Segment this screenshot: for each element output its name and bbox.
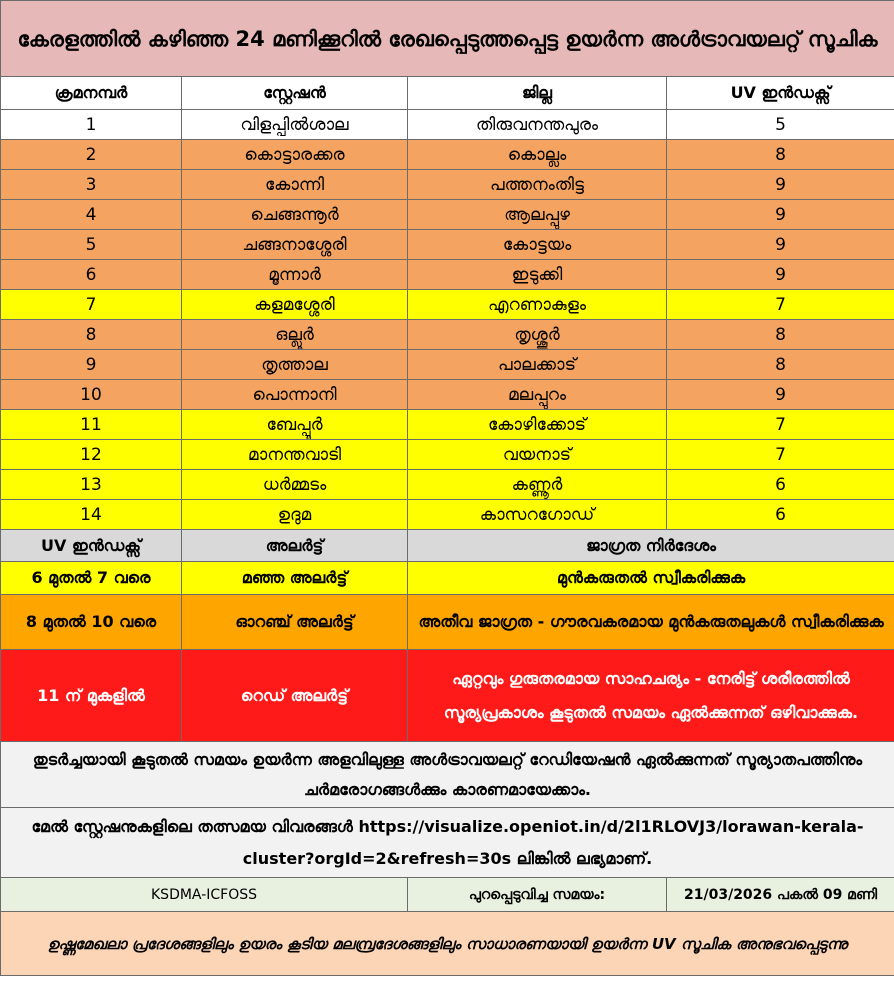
- row-serial: 1: [1, 110, 182, 140]
- published-time: 21/03/2026 പകൽ 09 മണി: [667, 878, 894, 912]
- row-serial: 6: [1, 260, 182, 290]
- live-data-link[interactable]: മേൽ സ്റ്റേഷനുകളിലെ തത്സമയ വിവരങ്ങൾ https://visualize.openiot.in/d/2l1RLOVJ3/lorawan-kerala-cluster?orgId=2&refresh=30s ലിങ്കിൽ ലഭ്യമാണ്.: [1, 808, 894, 878]
- table-row: [1, 290, 894, 320]
- header-district: ജില്ല: [408, 77, 667, 110]
- row-station: ചെങ്ങന്നൂർ: [182, 200, 408, 230]
- legend-yellow-advice: മുൻകരുതൽ സ്വീകരിക്കുക: [408, 562, 894, 595]
- legend-row-orange: [1, 595, 894, 650]
- row-serial: 12: [1, 440, 182, 470]
- health-note: തുടർച്ചയായി കൂടുതൽ സമയം ഉയർന്ന അളവിലുള്ള അൾട്രാവയലറ്റ് റേഡിയേഷൻ ഏൽക്കുന്നത് സൂര്യാതപത്തിനും ചർമരോഗങ്ങൾക്കും കാരണമായേക്കാം.: [1, 742, 894, 808]
- table-row: [1, 170, 894, 200]
- source-label: KSDMA-ICFOSS: [1, 878, 408, 912]
- row-uv-index: 5: [667, 110, 894, 140]
- legend-row-red: [1, 650, 894, 742]
- row-uv-index: 7: [667, 290, 894, 320]
- row-uv-index: 6: [667, 500, 894, 530]
- table-row: [1, 110, 894, 140]
- legend-header-row: [1, 530, 894, 562]
- row-uv-index: 7: [667, 410, 894, 440]
- row-serial: 8: [1, 320, 182, 350]
- legend-header-advice: ജാഗ്രത നിർദേശം: [408, 530, 894, 562]
- table-row: [1, 140, 894, 170]
- row-serial: 4: [1, 200, 182, 230]
- legend-yellow-range: 6 മുതൽ 7 വരെ: [1, 562, 182, 595]
- row-station: കോന്നി: [182, 170, 408, 200]
- row-district: ആലപ്പുഴ: [408, 200, 667, 230]
- table-row: [1, 350, 894, 380]
- legend-orange-advice: അതീവ ജാഗ്രത - ഗൗരവകരമായ മുൻകരുതലുകൾ സ്വീകരിക്കുക: [408, 595, 894, 650]
- row-district: കാസറഗോഡ്: [408, 500, 667, 530]
- row-uv-index: 6: [667, 470, 894, 500]
- legend-yellow-alert: മഞ്ഞ അലർട്ട്: [182, 562, 408, 595]
- station-rows: [1, 110, 894, 530]
- table-row: [1, 380, 894, 410]
- row-station: കൊട്ടാരക്കര: [182, 140, 408, 170]
- legend-row-yellow: [1, 562, 894, 595]
- row-uv-index: 9: [667, 170, 894, 200]
- table-row: [1, 260, 894, 290]
- row-district: മലപ്പുറം: [408, 380, 667, 410]
- legend-red-range: 11 ന് മുകളിൽ: [1, 650, 182, 742]
- row-uv-index: 9: [667, 230, 894, 260]
- row-station: ധർമ്മടം: [182, 470, 408, 500]
- row-serial: 7: [1, 290, 182, 320]
- row-station: ബേപ്പൂർ: [182, 410, 408, 440]
- row-station: വിളപ്പിൽശാല: [182, 110, 408, 140]
- legend-red-advice: ഏറ്റവും ഗുരുതരമായ സാഹചര്യം - നേരിട്ട് ശരീരത്തിൽ സൂര്യപ്രകാശം കൂടുതൽ സമയം ഏൽക്കുന്നത് ഒഴിവാക്കുക.: [408, 650, 894, 742]
- legend-red-alert: റെഡ് അലർട്ട്: [182, 650, 408, 742]
- row-uv-index: 7: [667, 440, 894, 470]
- row-district: പത്തനംതിട്ട: [408, 170, 667, 200]
- row-uv-index: 8: [667, 320, 894, 350]
- row-district: കോഴിക്കോട്: [408, 410, 667, 440]
- legend-orange-alert: ഓറഞ്ച് അലർട്ട്: [182, 595, 408, 650]
- row-district: എറണാകുളം: [408, 290, 667, 320]
- row-serial: 9: [1, 350, 182, 380]
- row-station: മൂന്നാർ: [182, 260, 408, 290]
- row-district: പാലക്കാട്: [408, 350, 667, 380]
- row-serial: 5: [1, 230, 182, 260]
- row-district: ഇടുക്കി: [408, 260, 667, 290]
- row-serial: 3: [1, 170, 182, 200]
- table-row: [1, 320, 894, 350]
- header-station: സ്റ്റേഷൻ: [182, 77, 408, 110]
- row-district: കണ്ണൂർ: [408, 470, 667, 500]
- header-serial: ക്രമനമ്പർ: [1, 77, 182, 110]
- bottom-note: ഉഷ്ണമേഖലാ പ്രദേശങ്ങളിലും ഉയരം കൂടിയ മലമ്പ്രദേശങ്ങളിലും സാധാരണയായി ഉയർന്ന UV സൂചിക അനുഭവപ്പെടുന്നു: [1, 912, 894, 976]
- row-district: തൃശ്ശൂർ: [408, 320, 667, 350]
- row-district: കൊല്ലം: [408, 140, 667, 170]
- row-uv-index: 9: [667, 380, 894, 410]
- row-district: തിരുവനന്തപുരം: [408, 110, 667, 140]
- footer-row: [1, 878, 894, 912]
- table-row: [1, 200, 894, 230]
- table-row: [1, 410, 894, 440]
- row-uv-index: 8: [667, 140, 894, 170]
- live-data-link-row: [1, 808, 894, 878]
- health-note-row: [1, 742, 894, 808]
- row-district: വയനാട്: [408, 440, 667, 470]
- column-header-row: [1, 77, 894, 110]
- table-row: [1, 470, 894, 500]
- row-station: ഒല്ലൂർ: [182, 320, 408, 350]
- row-serial: 10: [1, 380, 182, 410]
- table-row: [1, 230, 894, 260]
- row-station: ഉദുമ: [182, 500, 408, 530]
- table-row: [1, 440, 894, 470]
- bottom-note-row: [1, 912, 894, 976]
- row-station: മാനന്തവാടി: [182, 440, 408, 470]
- published-label: പുറപ്പെടുവിച്ച സമയം:: [408, 878, 667, 912]
- row-uv-index: 8: [667, 350, 894, 380]
- row-serial: 11: [1, 410, 182, 440]
- row-serial: 2: [1, 140, 182, 170]
- table-row: [1, 500, 894, 530]
- row-station: പൊന്നാനി: [182, 380, 408, 410]
- row-district: കോട്ടയം: [408, 230, 667, 260]
- row-station: തൃത്താല: [182, 350, 408, 380]
- row-uv-index: 9: [667, 260, 894, 290]
- sheet-title: കേരളത്തിൽ കഴിഞ്ഞ 24 മണിക്കൂറിൽ രേഖപ്പെടുത്തപ്പെട്ട ഉയർന്ന അൾട്രാവയലറ്റ് സൂചിക: [1, 1, 894, 77]
- row-station: കളമശ്ശേരി: [182, 290, 408, 320]
- row-uv-index: 9: [667, 200, 894, 230]
- header-uv-index: UV ഇൻഡക്സ്: [667, 77, 894, 110]
- legend-header-uv: UV ഇൻഡക്സ്: [1, 530, 182, 562]
- legend-orange-range: 8 മുതൽ 10 വരെ: [1, 595, 182, 650]
- row-station: ചങ്ങനാശ്ശേരി: [182, 230, 408, 260]
- legend-header-alert: അലർട്ട്: [182, 530, 408, 562]
- row-serial: 13: [1, 470, 182, 500]
- row-serial: 14: [1, 500, 182, 530]
